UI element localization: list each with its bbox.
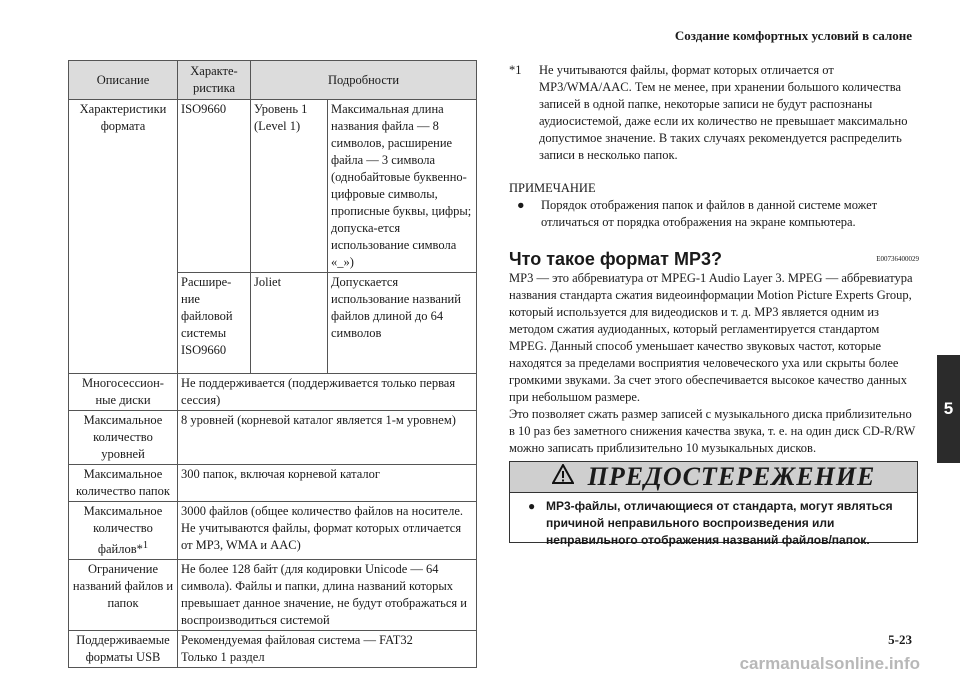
warning-triangle-icon <box>552 464 574 490</box>
cell-multisession-detail: Не поддерживается (поддерживается только первая сессия) <box>178 374 477 411</box>
cell-names-desc: Ограничение названий файлов и папок <box>69 560 178 631</box>
section-code: E00736400029 <box>876 255 919 263</box>
cell-multisession-desc: Многосессион-ные диски <box>69 374 178 411</box>
cell-usb-detail <box>178 631 477 668</box>
chapter-tab: 5 <box>937 355 960 463</box>
watermark: carmanualsonline.info <box>739 654 920 673</box>
bullet-icon: ● <box>517 198 525 212</box>
usb-detail-line-1: Рекомендуемая файловая система — FAT32 <box>181 633 413 648</box>
warning-item <box>510 493 917 549</box>
footnote-text: Не учитываются файлы, формат которых отличается от MP3/WMA/AAC. Тем не менее, при хранении большого количества записей в одной папке, некоторые записи не будут распознаны аудиосистемой, даже если их количество не превышает максимально допустимое значение. В таких случаях рекомендуется распределить записи в несколько папок. <box>539 63 908 162</box>
section-title: Что такое формат MP3? <box>509 249 723 269</box>
table-header-row <box>69 61 477 100</box>
table-row <box>69 502 477 560</box>
header-characteristic: Характе-ристика <box>178 61 251 100</box>
cell-format-name-2: Joliet <box>251 273 328 374</box>
table-row <box>69 411 477 465</box>
note-item <box>509 197 919 231</box>
cell-levels-detail: 8 уровней (корневой каталог является 1-м уровнем) <box>178 411 477 465</box>
cell-format-char-2: Расшире-ние файловой системы ISO9660 <box>178 273 251 374</box>
page-number: 5-23 <box>888 632 912 647</box>
header-description: Описание <box>69 61 178 100</box>
paragraph: MP3 — это аббревиатура от MPEG-1 Audio Layer 3. MPEG — аббревиатура названия стандарта сжатия видеоинформации Motion Picture Experts Group, который используется для видеодисков и т. д. MP3 является одним из методом сжатия аудиоданных, который регламентируется стандартом MPEG. Данный способ уменьшает качество звуковых частот, которые находятся за пределами восприятия человеческого уха или скрыты более громкими звуками. За счет этого обеспечивается высокое качество данных при небольшом размере. <box>509 271 913 404</box>
table-row <box>69 560 477 631</box>
cell-folders-desc: Максимальное количество папок <box>69 465 178 502</box>
section-heading <box>509 251 919 268</box>
warning-text: MP3-файлы, отличающиеся от стандарта, могут являться причиной неправильного воспроизведения или неправильного отображения названий файлов/папок. <box>546 499 893 547</box>
cell-files-desc <box>69 502 178 560</box>
cell-format-desc: Характеристики формата <box>69 100 178 374</box>
table-row <box>69 465 477 502</box>
cell-levels-desc: Максимальное количество уровней <box>69 411 178 465</box>
cell-format-detail-1: Максимальная длина названия файла — 8 символов, расширение файла — 3 символа (однобайтовые буквенно-цифровые символы, прописные буквы, цифры; допуска-ется использование символа «_») <box>328 100 477 273</box>
bullet-icon: ● <box>528 499 536 513</box>
cell-format-detail-2: Допускается использование названий файлов длиной до 64 символов <box>328 273 477 374</box>
cell-usb-desc: Поддерживаемые форматы USB <box>69 631 178 668</box>
footnote-ref: 1 <box>142 540 149 551</box>
note-text: Порядок отображения папок и файлов в данной системе может отличаться от порядка отображения на экране компьютера. <box>541 198 878 229</box>
cell-files-detail: 3000 файлов (общее количество файлов на носителе. Не учитываются файлы, формат которых отличается от MP3, WMA и AAC) <box>178 502 477 560</box>
cell-format-name-1: Уровень 1 (Level 1) <box>251 100 328 273</box>
note-title: ПРИМЕЧАНИЕ <box>509 181 596 195</box>
warning-box <box>509 461 918 547</box>
footnote <box>509 62 919 164</box>
table-row <box>69 631 477 668</box>
warning-header <box>510 462 917 493</box>
cell-format-char-1: ISO9660 <box>178 100 251 273</box>
paragraph: Это позволяет сжать размер записей с музыкального диска приблизительно в 10 раз без заметного снижения качества звука, т. е. на один диск CD-R/RW можно записать приблизительно 10 музыкальных дисков. <box>509 407 916 455</box>
warning-title: ПРЕДОСТЕРЕЖЕНИЕ <box>587 462 876 491</box>
usb-detail-line-2: Только 1 раздел <box>181 650 265 665</box>
cell-folders-detail: 300 папок, включая корневой каталог <box>178 465 477 502</box>
right-column <box>509 62 919 457</box>
table-row <box>69 100 477 273</box>
specification-table <box>68 60 477 668</box>
footnote-mark: *1 <box>509 63 522 77</box>
running-header: Создание комфортных условий в салоне <box>674 28 912 43</box>
files-desc-text: Максимальное количество файлов* <box>83 504 163 557</box>
cell-names-detail: Не более 128 байт (для кодировки Unicode — 64 символа). Файлы и папки, длина названий которых превышает данное значение, не будут отображаться и воспроизводиться системой <box>178 560 477 631</box>
table-row <box>69 374 477 411</box>
header-details: Подробности <box>251 61 477 100</box>
